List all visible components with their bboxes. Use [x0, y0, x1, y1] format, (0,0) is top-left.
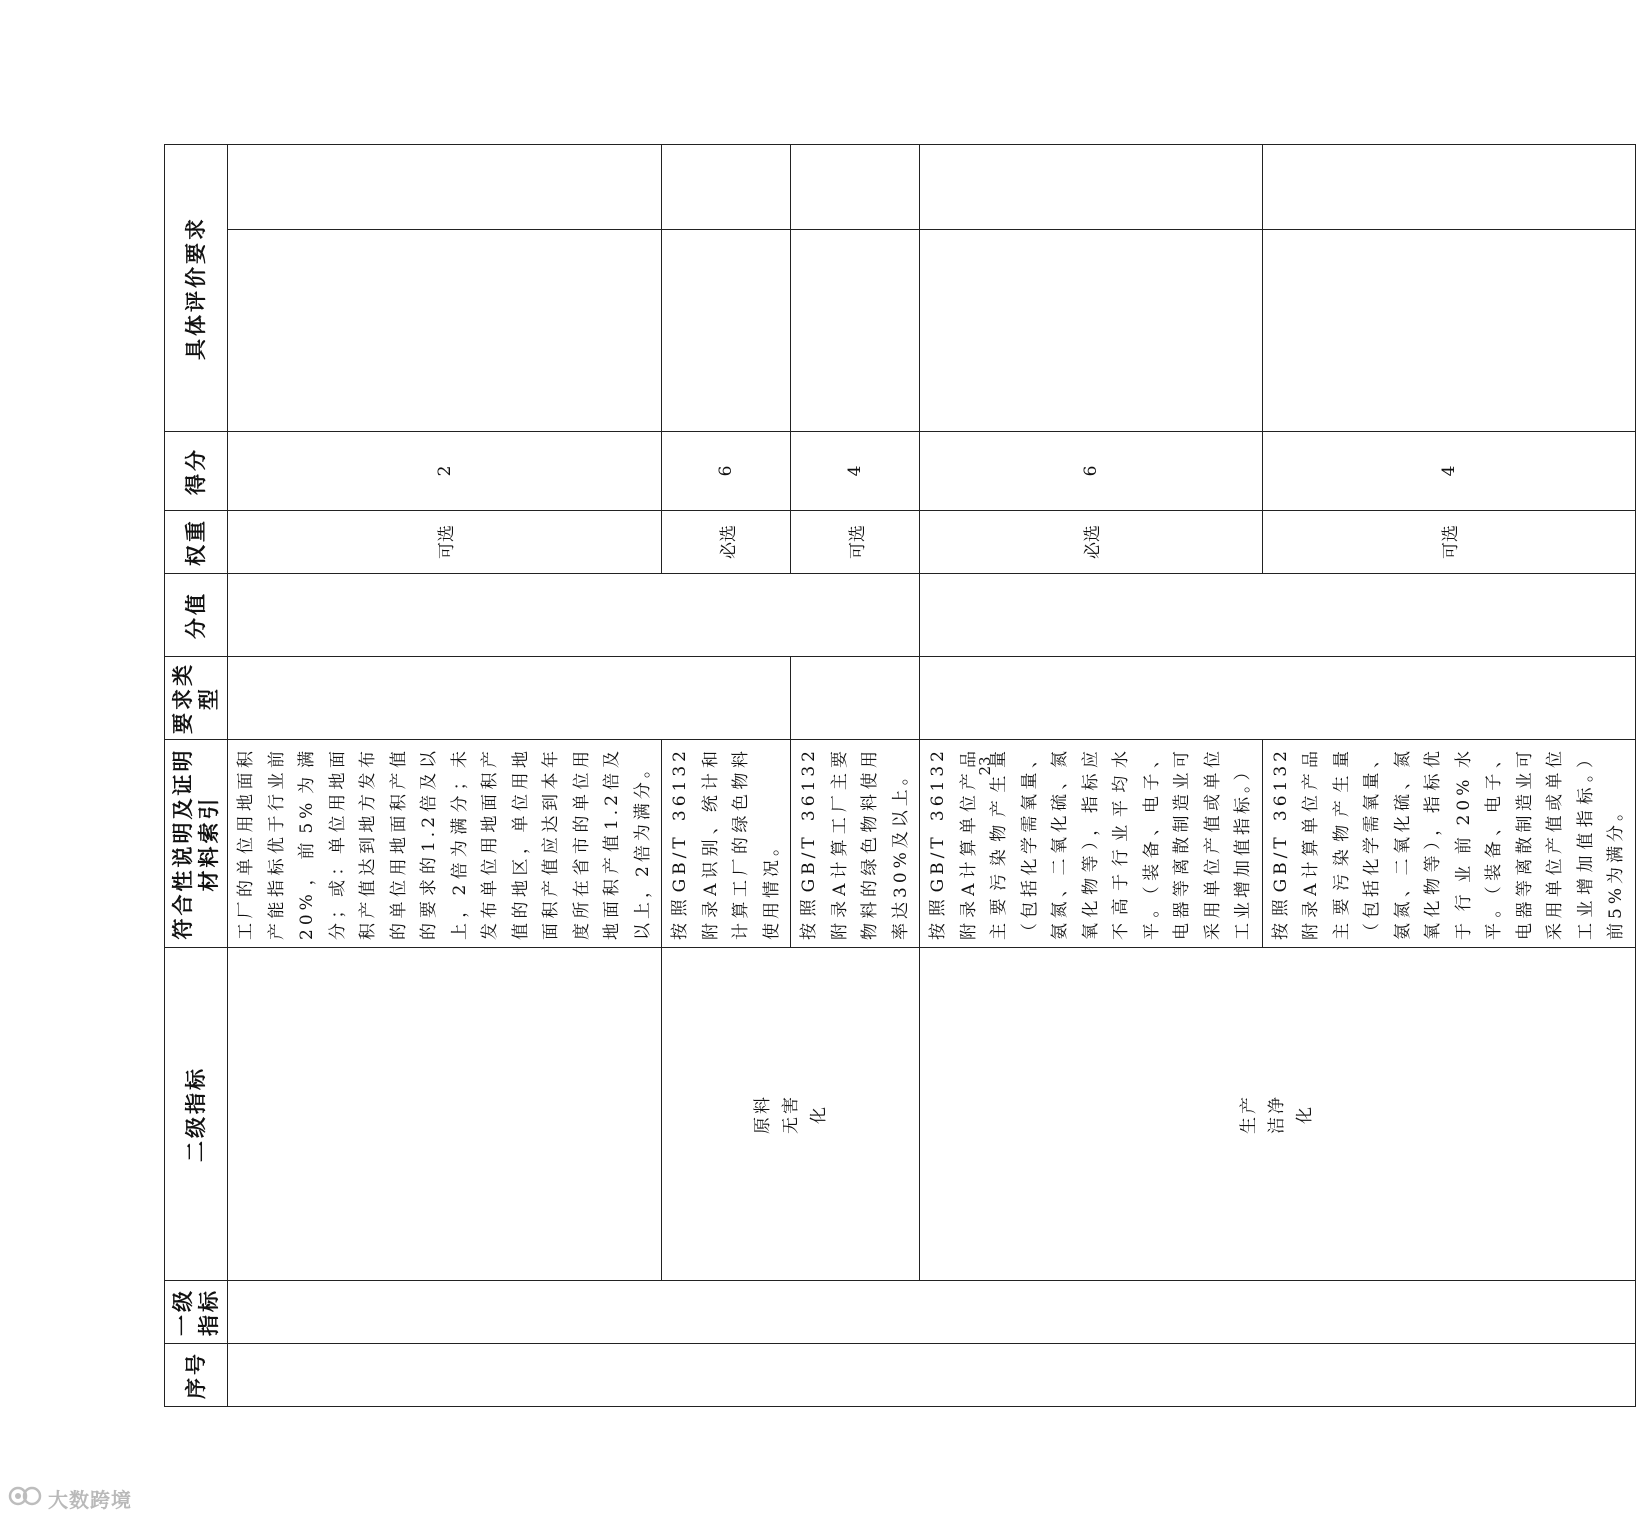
points-cell: 6	[662, 432, 791, 511]
header-level1: 一级指标	[165, 1281, 228, 1344]
seq-cell	[228, 1344, 1636, 1407]
header-row	[165, 145, 228, 1407]
header-points: 分值	[165, 574, 228, 657]
req-type-cell: 必选	[662, 511, 791, 574]
requirement-cell: 按照GB/T 36132附录A计算工厂主要物料的绿色物料使用率达30%及以上。	[791, 740, 920, 948]
score-cell	[1262, 230, 1635, 432]
empty-cell	[791, 145, 920, 230]
evidence-cell	[228, 657, 791, 740]
weight-cell	[920, 574, 1636, 657]
header-seq: 序号	[165, 1344, 228, 1407]
evaluation-table	[164, 144, 1636, 1407]
req-type-cell: 可选	[1262, 511, 1635, 574]
level2-label: 原料无害化	[752, 1094, 829, 1134]
empty-cell	[920, 145, 1263, 230]
points-cell: 6	[920, 432, 1263, 511]
points-cell: 4	[1262, 432, 1635, 511]
watermark-logo-icon	[8, 1485, 42, 1512]
page-number: 23	[976, 756, 994, 776]
table-row	[228, 145, 662, 1407]
table-row	[920, 145, 1263, 1407]
score-cell	[920, 230, 1263, 432]
header-level2: 二级指标	[165, 948, 228, 1281]
score-cell	[662, 230, 791, 432]
evidence-cell	[920, 657, 1636, 740]
req-type-cell: 可选	[228, 511, 662, 574]
requirement-cell: 按照GB/T 36132附录A计算单位产品主要污染物产生量（包括化学需氧量、氨氮、二氧化硫、氮氧化物等），指标优于行业前20%水平。（装备、电子、电器等离散制造业可采用单位产值或单位工业增加值指标。）前5%为满分。	[1262, 740, 1635, 948]
score-cell	[791, 230, 920, 432]
level1-cell	[228, 1281, 1636, 1344]
empty-cell	[228, 145, 662, 230]
weight-cell	[228, 574, 920, 657]
level2-cell	[920, 948, 1636, 1281]
watermark	[8, 1484, 132, 1513]
req-type-cell: 必选	[920, 511, 1263, 574]
header-requirement: 具体评价要求	[165, 145, 228, 432]
empty-cell	[1262, 145, 1635, 230]
watermark-text: 大数跨境	[48, 1488, 132, 1512]
empty-cell	[662, 145, 791, 230]
points-cell: 4	[791, 432, 920, 511]
requirement-cell: 工厂的单位用地面积产能指标优于行业前20%，前5%为满分；或：单位用地面积产值达到地方发布的单位用地面积产值的要求的1.2倍及以上，2倍为满分；未发布单位用地面积产值的地区，单位用地面积产值应达到本年度所在省市的单位用地面积产值1.2倍及以上，2倍为满分。	[228, 740, 662, 948]
score-cell	[228, 230, 662, 432]
requirement-cell: 按照GB/T 36132附录A识别、统计和计算工厂的绿色物料使用情况。	[662, 740, 791, 948]
requirement-cell: 按照GB/T 36132附录A计算单位产品主要污染物产生量（包括化学需氧量、氨氮、二氧化硫、氮氧化物等），指标应不高于行业平均水平。（装备、电子、电器等离散制造业可采用单位产值或单位工业增加值指标。）	[920, 740, 1263, 948]
req-type-cell: 可选	[791, 511, 920, 574]
evidence-cell	[791, 657, 920, 740]
table-row	[662, 145, 791, 1407]
header-evidence: 符合性说明及证明材料索引	[165, 740, 228, 948]
header-req-type: 要求类型	[165, 657, 228, 740]
level2-cell	[228, 948, 662, 1281]
points-cell: 2	[228, 432, 662, 511]
header-weight: 权重	[165, 511, 228, 574]
level2-cell	[662, 948, 920, 1281]
level2-label: 生产洁净化	[1239, 1094, 1316, 1134]
header-score: 得分	[165, 432, 228, 511]
